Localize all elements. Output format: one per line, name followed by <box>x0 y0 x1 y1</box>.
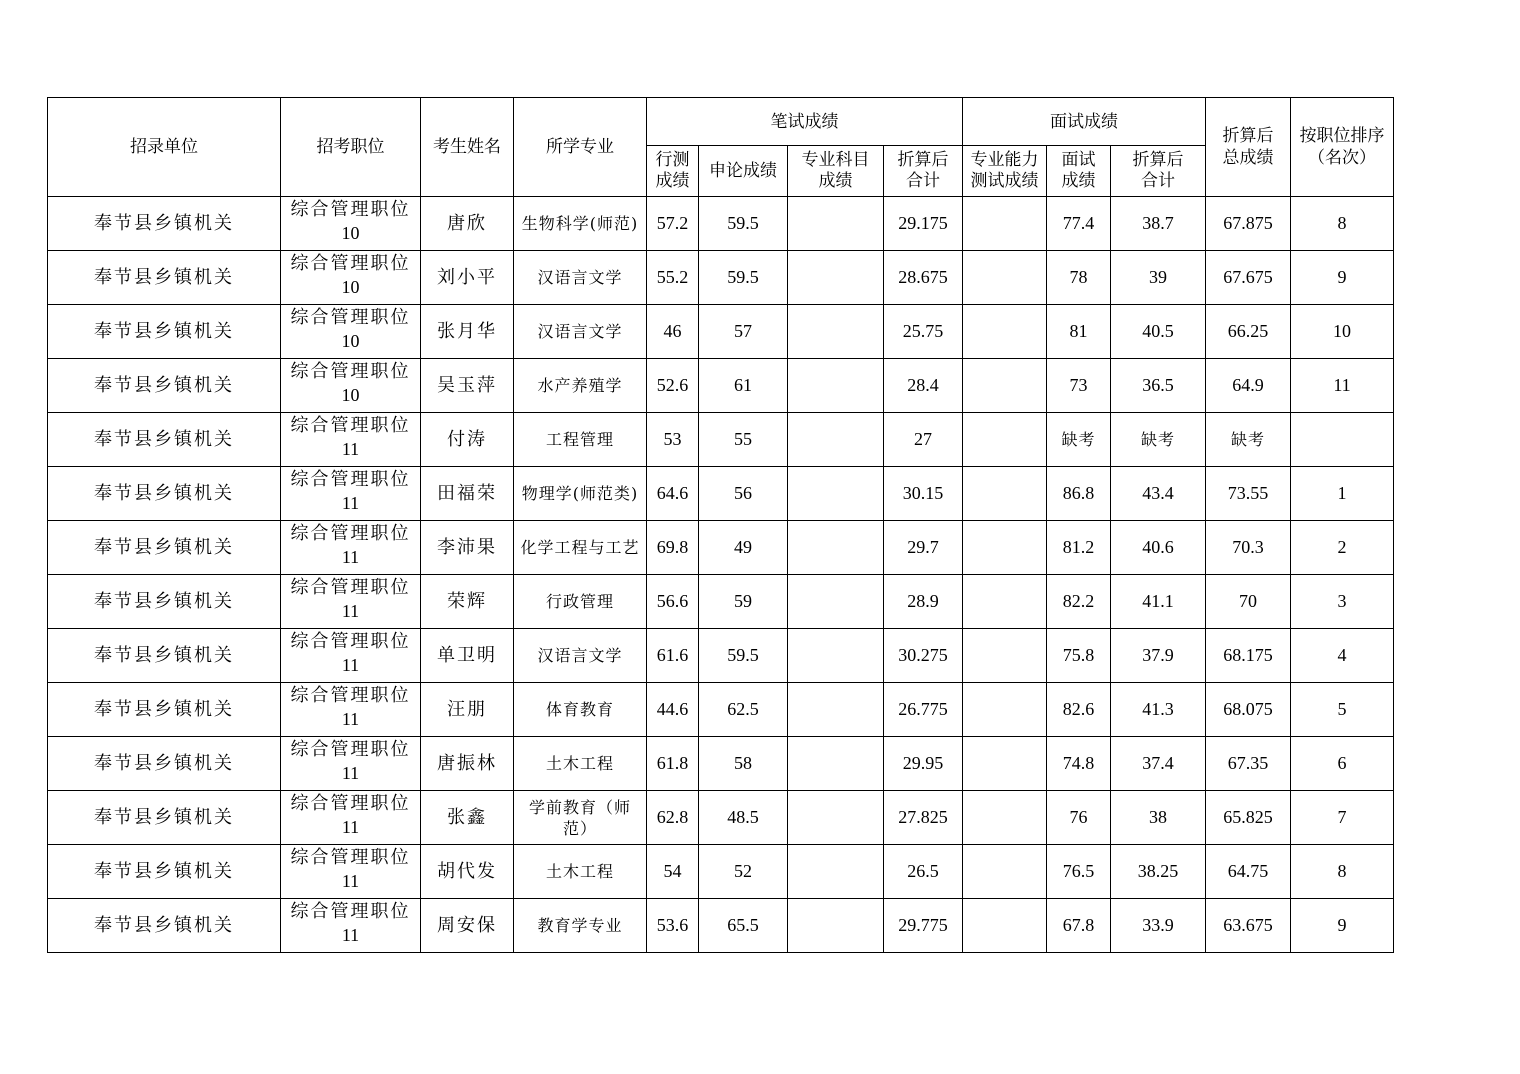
header-rank: 按职位排序（名次） <box>1291 98 1394 197</box>
cell-major: 土木工程 <box>514 737 647 791</box>
cell-interview-sum: 37.4 <box>1111 737 1206 791</box>
score-table <box>47 97 1394 953</box>
cell-rank: 4 <box>1291 629 1394 683</box>
cell-ability-test <box>963 467 1047 521</box>
cell-total: 67.35 <box>1206 737 1291 791</box>
table-row <box>48 845 1394 899</box>
cell-shenlun: 59 <box>699 575 788 629</box>
cell-written-sum: 26.5 <box>884 845 963 899</box>
cell-position <box>281 251 421 305</box>
cell-written-sum: 27.825 <box>884 791 963 845</box>
table-row <box>48 575 1394 629</box>
cell-position-number: 10 <box>341 277 360 297</box>
cell-interview-sum: 40.6 <box>1111 521 1206 575</box>
cell-position-number: 11 <box>341 871 360 891</box>
table-row <box>48 467 1394 521</box>
cell-prof-subject <box>788 845 884 899</box>
cell-total: 70.3 <box>1206 521 1291 575</box>
cell-prof-subject <box>788 197 884 251</box>
table-row <box>48 197 1394 251</box>
cell-major: 工程管理 <box>514 413 647 467</box>
cell-ability-test <box>963 575 1047 629</box>
cell-total: 67.675 <box>1206 251 1291 305</box>
cell-unit: 奉节县乡镇机关 <box>48 197 281 251</box>
cell-written-sum: 29.775 <box>884 899 963 953</box>
cell-position <box>281 521 421 575</box>
cell-name: 田福荣 <box>421 467 514 521</box>
cell-rank: 9 <box>1291 251 1394 305</box>
cell-position <box>281 899 421 953</box>
cell-major: 水产养殖学 <box>514 359 647 413</box>
cell-major: 化学工程与工艺 <box>514 521 647 575</box>
header-major: 所学专业 <box>514 98 647 197</box>
table-row <box>48 521 1394 575</box>
cell-position-name: 综合管理职位 <box>290 199 411 220</box>
cell-position-number: 11 <box>341 817 360 837</box>
cell-name: 汪朋 <box>421 683 514 737</box>
cell-written-sum: 29.7 <box>884 521 963 575</box>
cell-ability-test <box>963 251 1047 305</box>
table-header <box>48 98 1394 197</box>
cell-interview-sum: 33.9 <box>1111 899 1206 953</box>
cell-major: 教育学专业 <box>514 899 647 953</box>
cell-interview: 81 <box>1047 305 1111 359</box>
table-row <box>48 683 1394 737</box>
cell-major: 学前教育（师范） <box>514 791 647 845</box>
cell-rank: 5 <box>1291 683 1394 737</box>
cell-interview: 82.6 <box>1047 683 1111 737</box>
cell-interview-sum: 38 <box>1111 791 1206 845</box>
cell-name: 单卫明 <box>421 629 514 683</box>
cell-name: 胡代发 <box>421 845 514 899</box>
cell-rank: 11 <box>1291 359 1394 413</box>
cell-major: 行政管理 <box>514 575 647 629</box>
cell-ability-test <box>963 359 1047 413</box>
cell-xingce: 61.6 <box>647 629 699 683</box>
cell-interview: 缺考 <box>1047 413 1111 467</box>
cell-written-sum: 28.9 <box>884 575 963 629</box>
cell-prof-subject <box>788 737 884 791</box>
cell-position <box>281 629 421 683</box>
cell-prof-subject <box>788 413 884 467</box>
header-xingce: 行测成绩 <box>647 146 699 197</box>
cell-major: 土木工程 <box>514 845 647 899</box>
cell-interview: 81.2 <box>1047 521 1111 575</box>
cell-major: 体育教育 <box>514 683 647 737</box>
cell-unit: 奉节县乡镇机关 <box>48 629 281 683</box>
cell-interview-sum: 40.5 <box>1111 305 1206 359</box>
cell-xingce: 44.6 <box>647 683 699 737</box>
cell-position <box>281 413 421 467</box>
cell-unit: 奉节县乡镇机关 <box>48 575 281 629</box>
cell-unit: 奉节县乡镇机关 <box>48 305 281 359</box>
cell-position-number: 11 <box>341 763 360 783</box>
cell-xingce: 53 <box>647 413 699 467</box>
cell-total: 67.875 <box>1206 197 1291 251</box>
cell-position-name: 综合管理职位 <box>290 307 411 328</box>
cell-unit: 奉节县乡镇机关 <box>48 251 281 305</box>
cell-interview-sum: 41.1 <box>1111 575 1206 629</box>
cell-prof-subject <box>788 467 884 521</box>
cell-prof-subject <box>788 899 884 953</box>
header-unit: 招录单位 <box>48 98 281 197</box>
header-position: 招考职位 <box>281 98 421 197</box>
cell-xingce: 61.8 <box>647 737 699 791</box>
cell-xingce: 52.6 <box>647 359 699 413</box>
cell-written-sum: 30.15 <box>884 467 963 521</box>
cell-major: 物理学(师范类) <box>514 467 647 521</box>
cell-name: 张月华 <box>421 305 514 359</box>
cell-position <box>281 737 421 791</box>
cell-xingce: 54 <box>647 845 699 899</box>
cell-shenlun: 49 <box>699 521 788 575</box>
cell-rank: 3 <box>1291 575 1394 629</box>
cell-prof-subject <box>788 305 884 359</box>
cell-position <box>281 305 421 359</box>
cell-position-number: 10 <box>341 331 360 351</box>
cell-interview: 86.8 <box>1047 467 1111 521</box>
header-written-sum: 折算后合计 <box>884 146 963 197</box>
cell-unit: 奉节县乡镇机关 <box>48 899 281 953</box>
cell-interview-sum: 36.5 <box>1111 359 1206 413</box>
table-body <box>48 197 1394 953</box>
cell-written-sum: 29.175 <box>884 197 963 251</box>
cell-name: 周安保 <box>421 899 514 953</box>
cell-position-name: 综合管理职位 <box>290 577 411 598</box>
cell-position-number: 11 <box>341 925 360 945</box>
cell-written-sum: 29.95 <box>884 737 963 791</box>
cell-major: 生物科学(师范) <box>514 197 647 251</box>
cell-name: 吴玉萍 <box>421 359 514 413</box>
cell-interview: 76 <box>1047 791 1111 845</box>
cell-shenlun: 48.5 <box>699 791 788 845</box>
cell-shenlun: 58 <box>699 737 788 791</box>
cell-unit: 奉节县乡镇机关 <box>48 467 281 521</box>
header-name: 考生姓名 <box>421 98 514 197</box>
cell-interview: 75.8 <box>1047 629 1111 683</box>
header-shenlun: 申论成绩 <box>699 146 788 197</box>
cell-position-name: 综合管理职位 <box>290 685 411 706</box>
cell-ability-test <box>963 845 1047 899</box>
cell-rank: 1 <box>1291 467 1394 521</box>
cell-unit: 奉节县乡镇机关 <box>48 737 281 791</box>
cell-total: 66.25 <box>1206 305 1291 359</box>
cell-prof-subject <box>788 251 884 305</box>
cell-shenlun: 57 <box>699 305 788 359</box>
cell-interview: 77.4 <box>1047 197 1111 251</box>
table-row <box>48 791 1394 845</box>
cell-ability-test <box>963 305 1047 359</box>
cell-total: 68.075 <box>1206 683 1291 737</box>
table-row <box>48 251 1394 305</box>
cell-shenlun: 59.5 <box>699 197 788 251</box>
cell-interview: 74.8 <box>1047 737 1111 791</box>
cell-written-sum: 25.75 <box>884 305 963 359</box>
cell-name: 刘小平 <box>421 251 514 305</box>
cell-ability-test <box>963 629 1047 683</box>
header-written-group: 笔试成绩 <box>647 98 963 146</box>
cell-name: 付涛 <box>421 413 514 467</box>
cell-total: 73.55 <box>1206 467 1291 521</box>
cell-xingce: 64.6 <box>647 467 699 521</box>
cell-rank: 10 <box>1291 305 1394 359</box>
cell-interview-sum: 43.4 <box>1111 467 1206 521</box>
cell-name: 张鑫 <box>421 791 514 845</box>
cell-interview-sum: 缺考 <box>1111 413 1206 467</box>
table-row <box>48 305 1394 359</box>
cell-shenlun: 55 <box>699 413 788 467</box>
cell-unit: 奉节县乡镇机关 <box>48 359 281 413</box>
cell-total: 64.9 <box>1206 359 1291 413</box>
cell-interview: 82.2 <box>1047 575 1111 629</box>
header-ability-test: 专业能力测试成绩 <box>963 146 1047 197</box>
cell-rank: 8 <box>1291 197 1394 251</box>
cell-rank: 2 <box>1291 521 1394 575</box>
cell-position-number: 11 <box>341 601 360 621</box>
cell-written-sum: 28.4 <box>884 359 963 413</box>
cell-major: 汉语言文学 <box>514 305 647 359</box>
header-interview-group: 面试成绩 <box>963 98 1206 146</box>
cell-shenlun: 59.5 <box>699 251 788 305</box>
cell-name: 李沛果 <box>421 521 514 575</box>
cell-interview-sum: 38.25 <box>1111 845 1206 899</box>
cell-ability-test <box>963 683 1047 737</box>
cell-position <box>281 845 421 899</box>
cell-ability-test <box>963 737 1047 791</box>
cell-position-number: 11 <box>341 655 360 675</box>
cell-position-name: 综合管理职位 <box>290 847 411 868</box>
cell-total: 63.675 <box>1206 899 1291 953</box>
cell-interview-sum: 37.9 <box>1111 629 1206 683</box>
cell-name: 唐振林 <box>421 737 514 791</box>
cell-position-name: 综合管理职位 <box>290 793 411 814</box>
cell-rank: 8 <box>1291 845 1394 899</box>
header-prof-subject: 专业科目成绩 <box>788 146 884 197</box>
cell-major: 汉语言文学 <box>514 251 647 305</box>
table-row <box>48 629 1394 683</box>
cell-unit: 奉节县乡镇机关 <box>48 791 281 845</box>
cell-shenlun: 62.5 <box>699 683 788 737</box>
cell-position-name: 综合管理职位 <box>290 523 411 544</box>
cell-position-name: 综合管理职位 <box>290 631 411 652</box>
cell-unit: 奉节县乡镇机关 <box>48 521 281 575</box>
cell-position-name: 综合管理职位 <box>290 901 411 922</box>
cell-position-name: 综合管理职位 <box>290 739 411 760</box>
cell-interview-sum: 41.3 <box>1111 683 1206 737</box>
cell-position <box>281 791 421 845</box>
cell-rank: 7 <box>1291 791 1394 845</box>
table-row <box>48 737 1394 791</box>
cell-shenlun: 56 <box>699 467 788 521</box>
cell-prof-subject <box>788 683 884 737</box>
cell-total: 64.75 <box>1206 845 1291 899</box>
cell-interview-sum: 39 <box>1111 251 1206 305</box>
cell-position-name: 综合管理职位 <box>290 469 411 490</box>
cell-total: 68.175 <box>1206 629 1291 683</box>
cell-unit: 奉节县乡镇机关 <box>48 683 281 737</box>
table-row <box>48 413 1394 467</box>
cell-prof-subject <box>788 359 884 413</box>
cell-ability-test <box>963 791 1047 845</box>
cell-position <box>281 575 421 629</box>
cell-total: 70 <box>1206 575 1291 629</box>
cell-prof-subject <box>788 629 884 683</box>
cell-position <box>281 467 421 521</box>
cell-position-name: 综合管理职位 <box>290 361 411 382</box>
cell-shenlun: 52 <box>699 845 788 899</box>
cell-prof-subject <box>788 521 884 575</box>
cell-ability-test <box>963 521 1047 575</box>
header-total: 折算后总成绩 <box>1206 98 1291 197</box>
cell-ability-test <box>963 899 1047 953</box>
cell-written-sum: 30.275 <box>884 629 963 683</box>
header-interview-sum: 折算后合计 <box>1111 146 1206 197</box>
cell-position <box>281 197 421 251</box>
cell-position <box>281 683 421 737</box>
cell-name: 荣辉 <box>421 575 514 629</box>
cell-unit: 奉节县乡镇机关 <box>48 413 281 467</box>
cell-xingce: 55.2 <box>647 251 699 305</box>
cell-position <box>281 359 421 413</box>
cell-position-number: 11 <box>341 547 360 567</box>
cell-interview: 67.8 <box>1047 899 1111 953</box>
cell-interview: 73 <box>1047 359 1111 413</box>
cell-written-sum: 27 <box>884 413 963 467</box>
cell-position-number: 11 <box>341 709 360 729</box>
header-interview: 面试成绩 <box>1047 146 1111 197</box>
cell-xingce: 53.6 <box>647 899 699 953</box>
cell-written-sum: 26.775 <box>884 683 963 737</box>
cell-ability-test <box>963 413 1047 467</box>
cell-interview: 76.5 <box>1047 845 1111 899</box>
cell-xingce: 69.8 <box>647 521 699 575</box>
cell-unit: 奉节县乡镇机关 <box>48 845 281 899</box>
cell-xingce: 62.8 <box>647 791 699 845</box>
cell-prof-subject <box>788 575 884 629</box>
cell-interview-sum: 38.7 <box>1111 197 1206 251</box>
cell-xingce: 46 <box>647 305 699 359</box>
cell-position-name: 综合管理职位 <box>290 415 411 436</box>
cell-position-number: 11 <box>341 493 360 513</box>
cell-ability-test <box>963 197 1047 251</box>
cell-rank: 9 <box>1291 899 1394 953</box>
cell-position-number: 11 <box>341 439 360 459</box>
cell-xingce: 56.6 <box>647 575 699 629</box>
cell-rank: 6 <box>1291 737 1394 791</box>
cell-rank <box>1291 413 1394 467</box>
cell-major: 汉语言文学 <box>514 629 647 683</box>
cell-interview: 78 <box>1047 251 1111 305</box>
cell-shenlun: 65.5 <box>699 899 788 953</box>
cell-total: 65.825 <box>1206 791 1291 845</box>
cell-shenlun: 59.5 <box>699 629 788 683</box>
cell-position-number: 10 <box>341 223 360 243</box>
table-row <box>48 359 1394 413</box>
cell-position-name: 综合管理职位 <box>290 253 411 274</box>
cell-written-sum: 28.675 <box>884 251 963 305</box>
cell-shenlun: 61 <box>699 359 788 413</box>
cell-prof-subject <box>788 791 884 845</box>
cell-position-number: 10 <box>341 385 360 405</box>
cell-xingce: 57.2 <box>647 197 699 251</box>
cell-name: 唐欣 <box>421 197 514 251</box>
table-row <box>48 899 1394 953</box>
cell-total: 缺考 <box>1206 413 1291 467</box>
